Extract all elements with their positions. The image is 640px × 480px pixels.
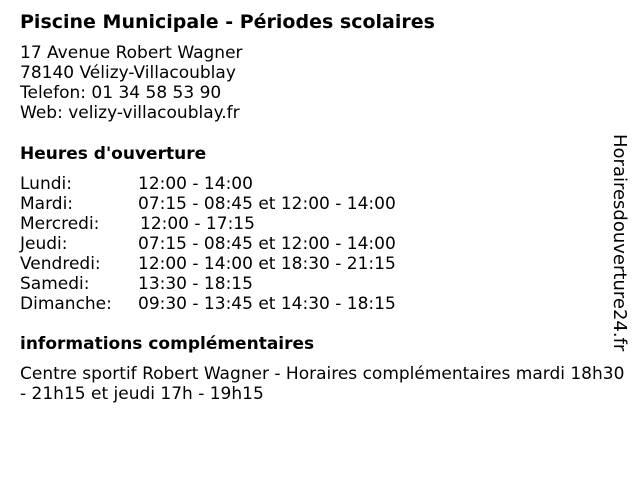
time-value: 13:30 - 18:15	[138, 274, 253, 294]
time-value: 12:00 - 14:00 et 18:30 - 21:15	[138, 254, 396, 274]
site-watermark: Horairesdouverture24.fr	[609, 134, 630, 352]
time-value: 12:00 - 14:00	[138, 174, 253, 194]
day-label: Vendredi:	[20, 254, 101, 274]
day-label: Dimanche:	[20, 294, 112, 314]
opening-hours-heading: Heures d'ouverture	[20, 144, 207, 164]
day-label: Jeudi:	[20, 234, 68, 254]
day-label: Mercredi:	[20, 214, 100, 234]
additional-info-heading: informations complémentaires	[20, 334, 315, 354]
address-web: Web: velizy-villacoublay.fr	[20, 103, 240, 123]
page-title: Piscine Municipale - Périodes scolaires	[20, 11, 435, 33]
day-label: Mardi:	[20, 194, 74, 214]
time-value: 07:15 - 08:45 et 12:00 - 14:00	[138, 234, 396, 254]
time-value: 07:15 - 08:45 et 12:00 - 14:00	[138, 194, 396, 214]
time-value: 12:00 - 17:15	[140, 214, 255, 234]
day-label: Samedi:	[20, 274, 90, 294]
address-block	[20, 43, 243, 123]
address-street: 17 Avenue Robert Wagner	[20, 43, 243, 63]
address-city: 78140 Vélizy-Villacoublay	[20, 63, 236, 83]
day-label: Lundi:	[20, 174, 72, 194]
additional-info-text: Centre sportif Robert Wagner - Horaires complémentaires mardi 18h30 - 21h15 et jeudi 17h - 19h15	[20, 364, 625, 404]
time-value: 09:30 - 13:45 et 14:30 - 18:15	[138, 294, 396, 314]
address-phone: Telefon: 01 34 58 53 90	[20, 83, 222, 103]
